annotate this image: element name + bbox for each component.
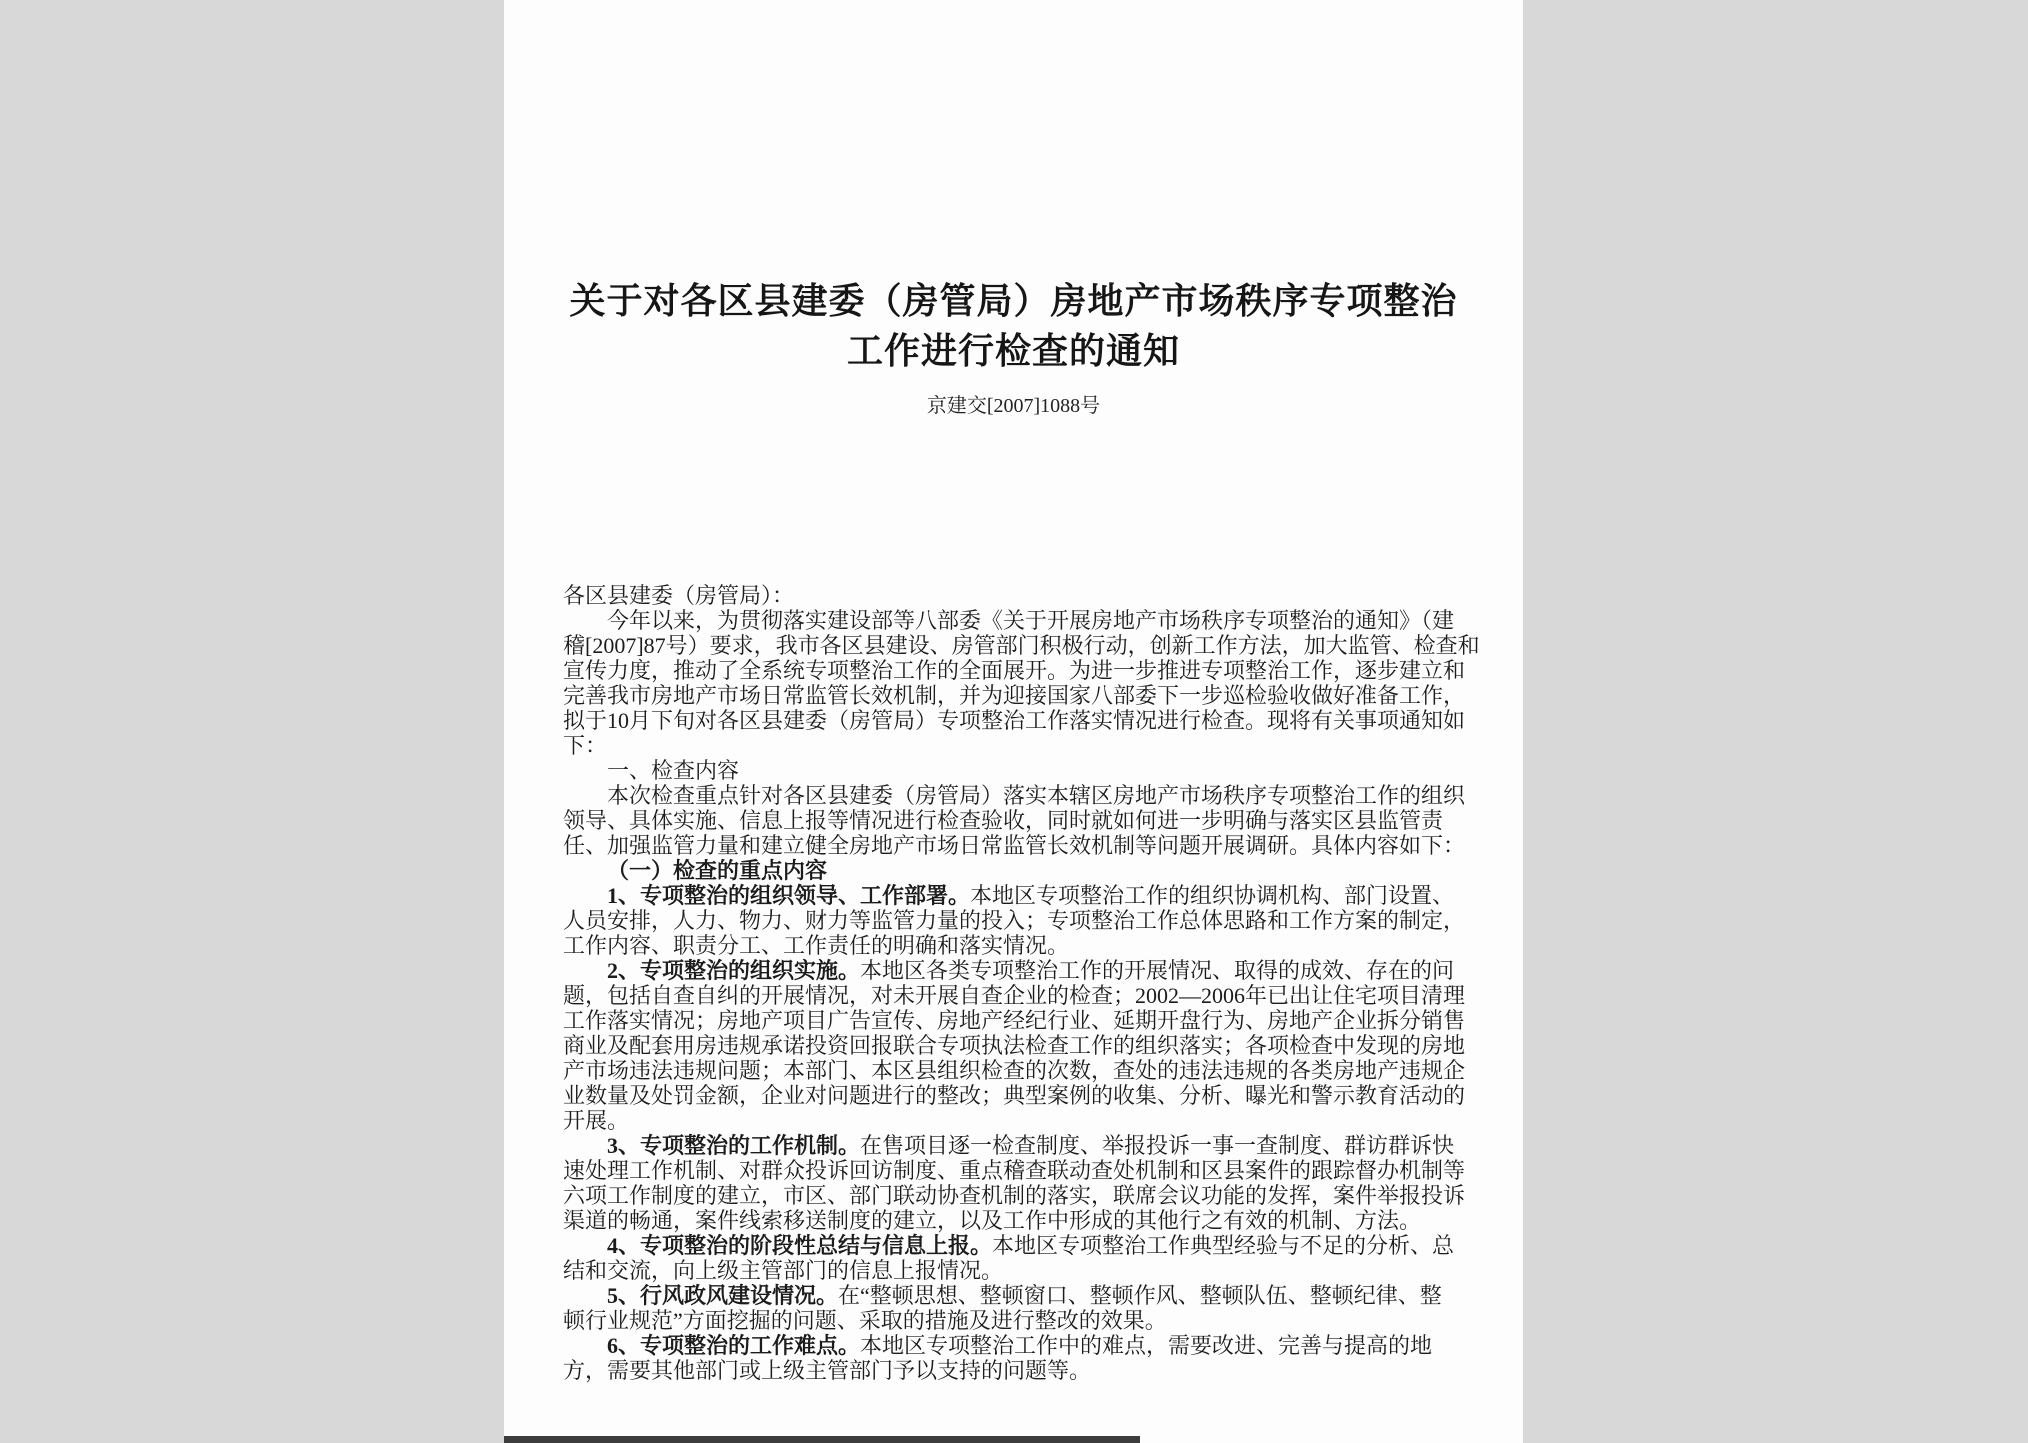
body-line: 工作落实情况；房地产项目广告宣传、房地产经纪行业、延期开盘行为、房地产企业拆分销售: [563, 1008, 1466, 1033]
body-line: （一）检查的重点内容: [607, 858, 828, 883]
body-line: 开展。: [563, 1108, 630, 1133]
body-line: 3、专项整治的工作机制。在售项目逐一检查制度、举报投诉一事一查制度、群访群诉快: [607, 1133, 1455, 1158]
body-line: 下：: [563, 733, 608, 758]
body-line: 6、专项整治的工作难点。本地区专项整治工作中的难点，需要改进、完善与提高的地: [607, 1333, 1433, 1358]
body-line: 渠道的畅通，案件线索移送制度的建立，以及工作中形成的其他行之有效的机制、方法。: [563, 1208, 1422, 1233]
body-line: 宣传力度，推动了全系统专项整治工作的全面展开。为进一步推进专项整治工作，逐步建立和: [563, 658, 1466, 683]
body-line: 4、专项整治的阶段性总结与信息上报。本地区专项整治工作典型经验与不足的分析、总: [607, 1233, 1455, 1258]
document-title-line2: 工作进行检查的通知: [846, 331, 1180, 371]
document-body: [563, 583, 1480, 1383]
document-title: [504, 276, 1523, 376]
body-line: 结和交流，向上级主管部门的信息上报情况。: [563, 1258, 1004, 1283]
body-line: 2、专项整治的组织实施。本地区各类专项整治工作的开展情况、取得的成效、存在的问: [607, 958, 1455, 983]
body-line: 商业及配套用房违规承诺投资回报联合专项执法检查工作的组织落实；各项检查中发现的房地: [563, 1033, 1466, 1058]
body-line: 各区县建委（房管局）：: [563, 583, 795, 608]
page-bottom-edge: [504, 1436, 1140, 1443]
body-line: 方，需要其他部门或上级主管部门予以支持的问题等。: [563, 1358, 1092, 1383]
doc-number: 京建交[2007]1088号: [926, 395, 1101, 417]
document-title-line1: 关于对各区县建委（房管局）房地产市场秩序专项整治: [569, 281, 1458, 321]
body-line: 题，包括自查自纠的开展情况，对未开展自查企业的检查；2002—2006年已出让住宅项目清理: [563, 983, 1466, 1008]
body-line: 一、检查内容: [607, 758, 740, 783]
body-line: 产市场违法违规问题；本部门、本区县组织检查的次数，查处的违法违规的各类房地产违规企: [563, 1058, 1466, 1083]
body-line: 完善我市房地产市场日常监管长效机制，并为迎接国家八部委下一步巡检验收做好准备工作，: [563, 683, 1466, 708]
body-line: 任、加强监管力量和建立健全房地产市场日常监管长效机制等问题开展调研。具体内容如下：: [563, 833, 1466, 858]
body-line: 速处理工作机制、对群众投诉回访制度、重点稽查联动查处机制和区县案件的跟踪督办机制等: [563, 1158, 1466, 1183]
body-line: 本次检查重点针对各区县建委（房管局）落实本辖区房地产市场秩序专项整治工作的组织: [607, 783, 1466, 808]
body-line: 5、行风政风建设情况。在“整顿思想、整顿窗口、整顿作风、整顿队伍、整顿纪律、整: [607, 1283, 1442, 1308]
body-line: 人员安排，人力、物力、财力等监管力量的投入；专项整治工作总体思路和工作方案的制定，: [563, 908, 1466, 933]
body-line: 顿行业规范”方面挖掘的问题、采取的措施及进行整改的效果。: [563, 1308, 1167, 1333]
body-line: 稽[2007]87号）要求，我市各区县建设、房管部门积极行动，创新工作方法，加大监管、检查和: [563, 633, 1480, 658]
body-line: 工作内容、职责分工、工作责任的明确和落实情况。: [563, 933, 1070, 958]
document-page: [504, 0, 1523, 1443]
body-line: 领导、具体实施、信息上报等情况进行检查验收，同时就如何进一步明确与落实区县监管责: [563, 808, 1444, 833]
body-line: 今年以来，为贯彻落实建设部等八部委《关于开展房地产市场秩序专项整治的通知》（建: [607, 608, 1455, 633]
body-line: 1、专项整治的组织领导、工作部署。本地区专项整治工作的组织协调机构、部门设置、: [607, 883, 1455, 908]
body-line: 六项工作制度的建立，市区、部门联动协查机制的落实，联席会议功能的发挥，案件举报投诉: [563, 1183, 1466, 1208]
body-line: 业数量及处罚金额，企业对问题进行的整改；典型案例的收集、分析、曝光和警示教育活动的: [563, 1083, 1466, 1108]
body-line: 拟于10月下旬对各区县建委（房管局）专项整治工作落实情况进行检查。现将有关事项通知如: [563, 708, 1466, 733]
